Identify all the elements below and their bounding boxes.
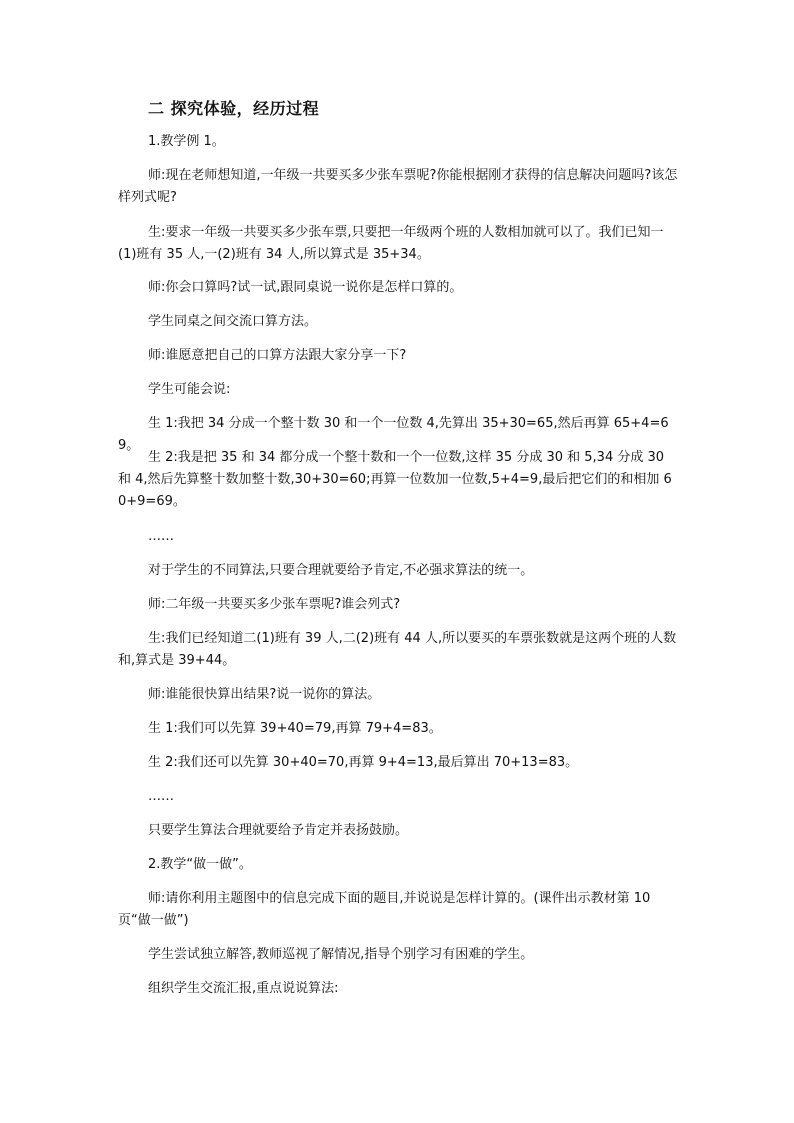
paragraph: 师:谁能很快算出结果?说一说你的算法。 (148, 687, 381, 702)
paragraph: 生 1:我们可以先算 39+40=79,再算 79+4=83。 (148, 721, 442, 736)
paragraph: 生:要求一年级一共要买多少张车票,只要把一年级两个班的人数相加就可以了。我们已知一(1)班有 35 人,一(2)班有 34 人,所以算式是 35+34。 (118, 225, 664, 262)
paragraph: …… (148, 529, 174, 544)
paragraph: 学生可能会说: (148, 382, 231, 397)
paragraph: 对于学生的不同算法,只要合理就要给予肯定,不必强求算法的统一。 (148, 563, 534, 578)
paragraph: 生 2:我是把 35 和 34 都分成一个整十数和一个一位数,这样 35 分成 30 和 5,34 分成 30 和 4,然后先算整十数加整十数,30+30=60;再算一位数加一位数,5+4=9,最后把它们的和相加 60+9=69。 (118, 450, 672, 509)
paragraph: 生 2:我们还可以先算 30+40=70,再算 9+4=13,最后算出 70+13=83。 (148, 755, 579, 770)
paragraph: …… (148, 789, 174, 804)
paragraph: 学生同桌之间交流口算方法。 (148, 314, 318, 329)
paragraph: 组织学生交流汇报,重点说说算法: (148, 981, 339, 996)
paragraph: 师:谁愿意把自己的口算方法跟大家分享一下? (148, 348, 407, 363)
section-heading: 二 探究体验，经历过程 (148, 99, 320, 118)
paragraph: 学生尝试独立解答,教师巡视了解情况,指导个别学习有困难的学生。 (148, 947, 534, 962)
paragraph: 生 1:我把 34 分成一个整十数 30 和一个一位数 4,先算出 35+30=65,然后再算 65+4=69。 (118, 416, 669, 453)
paragraph: 1.教学例 1。 (148, 134, 225, 149)
paragraph: 2.教学“做一做”。 (148, 857, 252, 872)
paragraph: 师:你会口算吗?试一试,跟同桌说一说你是怎样口算的。 (148, 280, 463, 295)
paragraph: 只要学生算法合理就要给予肯定并表扬鼓励。 (148, 823, 409, 838)
paragraph: 师:现在老师想知道,一年级一共要买多少张车票呢?你能根据刚才获得的信息解决问题吗?该怎样列式呢? (118, 168, 678, 205)
paragraph: 生:我们已经知道二(1)班有 39 人,二(2)班有 44 人,所以要买的车票张数就是这两个班的人数和,算式是 39+44。 (118, 631, 677, 668)
paragraph: 师:请你利用主题图中的信息完成下面的题目,并说说是怎样计算的。(课件出示教材第 10 页“做一做”) (118, 891, 651, 928)
paragraph: 师:二年级一共要买多少张车票呢?谁会列式? (148, 597, 401, 612)
